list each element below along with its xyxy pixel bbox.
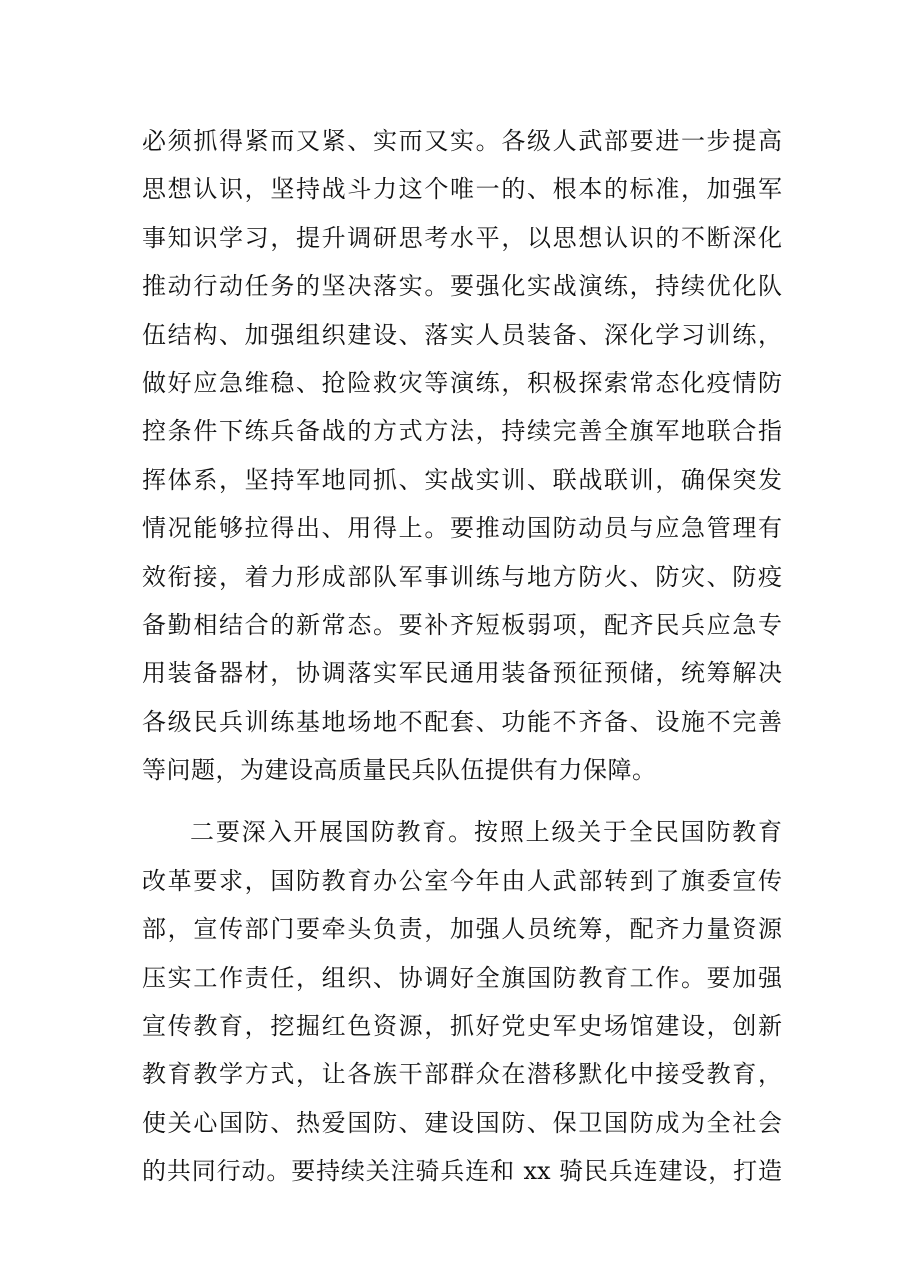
paragraph-line: 事知识学习，提升调研思考水平，以思想认识的不断深化 — [142, 223, 782, 252]
paragraph-line: 宣传教育，挖掘红色资源，抓好党史军史场馆建设，创新 — [142, 1012, 782, 1041]
paragraph-line: 各级民兵训练基地场地不配套、功能不齐备、设施不完善 — [142, 707, 782, 736]
paragraph-line: 做好应急维稳、抢险救灾等演练，积极探索常态化疫情防 — [142, 368, 782, 397]
paragraph-line: 部，宣传部门要牵头负责，加强人员统筹，配齐力量资源 — [142, 915, 782, 944]
paragraph-line: 用装备器材，协调落实军民通用装备预征预储，统筹解决 — [142, 659, 782, 688]
paragraph-line: 教育教学方式，让各族干部群众在潜移默化中接受教育， — [142, 1060, 782, 1089]
paragraph-line: 的共同行动。要持续关注骑兵连和 xx 骑民兵连建设，打造 — [142, 1157, 782, 1186]
paragraph-spacing — [142, 794, 782, 808]
paragraph-line: 伍结构、加强组织建设、落实人员装备、深化学习训练， — [142, 320, 782, 349]
paragraph-line: 改革要求，国防教育办公室今年由人武部转到了旗委宣传 — [142, 866, 782, 895]
paragraph-line: 推动行动任务的坚决落实。要强化实战演练，持续优化队 — [142, 272, 782, 301]
paragraph-line: 压实工作责任，组织、协调好全旗国防教育工作。要加强 — [142, 963, 782, 992]
paragraph-line: 情况能够拉得出、用得上。要推动国防动员与应急管理有 — [142, 514, 782, 543]
paragraph-line: 必须抓得紧而又紧、实而又实。各级人武部要进一步提高 — [142, 127, 782, 155]
paragraph-national-defense-education — [142, 808, 782, 1195]
paragraph-line: 控条件下练兵备战的方式方法，持续完善全旗军地联合指 — [142, 417, 782, 446]
paragraph-line: 思想认识，坚持战斗力这个唯一的、根本的标准，加强军 — [142, 175, 782, 204]
paragraph-militia-training — [142, 117, 782, 794]
paragraph-line: 备勤相结合的新常态。要补齐短板弱项，配齐民兵应急专 — [142, 610, 782, 639]
document-body — [142, 117, 782, 1196]
paragraph-line: 二要深入开展国防教育。按照上级关于全民国防教育 — [190, 818, 782, 847]
paragraph-line: 效衔接，着力形成部队军事训练与地方防火、防灾、防疫 — [142, 562, 782, 591]
paragraph-line: 使关心国防、热爱国防、建设国防、保卫国防成为全社会 — [142, 1108, 782, 1137]
paragraph-line: 等问题，为建设高质量民兵队伍提供有力保障。 — [142, 756, 657, 785]
paragraph-line: 挥体系，坚持军地同抓、实战实训、联战联训，确保突发 — [142, 465, 782, 494]
